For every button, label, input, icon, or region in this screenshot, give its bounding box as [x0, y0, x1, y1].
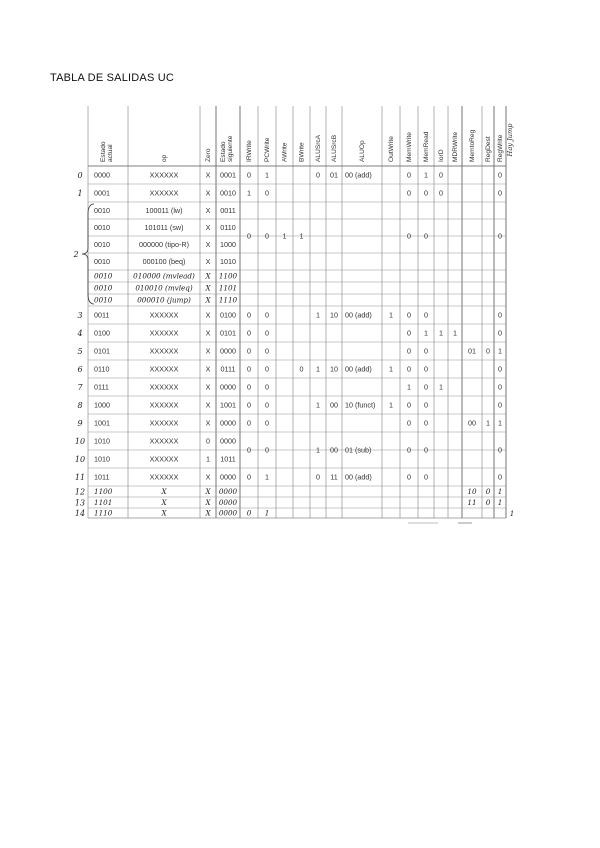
- table-cell: 11: [467, 498, 477, 507]
- column-header: actual: [107, 144, 114, 162]
- merged-cell: 0: [265, 445, 269, 455]
- column-header: ALUOp: [359, 140, 366, 162]
- column-header: MDRWrite: [452, 131, 459, 162]
- table-cell: 0: [424, 400, 428, 410]
- table-cell: 0: [265, 310, 269, 320]
- table-cell: 01: [468, 346, 476, 356]
- table-cell: X: [205, 206, 211, 215]
- table-cell: 0: [498, 170, 502, 180]
- table-cell: 1: [389, 400, 393, 410]
- table-cell: 0: [265, 382, 269, 392]
- merged-cell: 01 (sub): [345, 445, 372, 455]
- table-cell: 000100 (beq): [142, 257, 186, 266]
- state-number: 4: [77, 329, 83, 338]
- table-cell: 0: [265, 364, 269, 374]
- merged-cell: 0: [407, 231, 411, 241]
- column-header: AWrite: [281, 142, 289, 162]
- jump-mark: 1: [509, 509, 515, 518]
- table-cell: 1: [316, 364, 320, 374]
- table-cell: 0: [424, 382, 428, 392]
- table-cell: 000010 (jump): [137, 295, 191, 305]
- table-cell: X: [205, 382, 211, 392]
- table-cell: 1: [247, 188, 251, 198]
- state-number: 5: [77, 347, 83, 356]
- table-cell: 0: [247, 418, 251, 428]
- table-cell: 1: [439, 382, 443, 392]
- table-cell: XXXXXX: [149, 328, 179, 338]
- table-cell: 1: [265, 472, 269, 482]
- merged-cell: 0: [498, 445, 502, 455]
- table-cell: X: [205, 170, 211, 180]
- table-cell: XXXXXX: [149, 364, 179, 374]
- table-cell: X: [205, 498, 211, 507]
- table-cell: 0: [486, 346, 490, 356]
- table-cell: 0101: [94, 346, 110, 356]
- table-cell: 0: [265, 400, 269, 410]
- table-cell: X: [205, 418, 211, 428]
- table-cell: 0: [265, 188, 269, 198]
- table-cell: X: [205, 188, 211, 198]
- table-cell: 1: [316, 310, 320, 320]
- table-cell: 010010 (mvleq): [135, 283, 193, 293]
- table-cell: X: [205, 346, 211, 356]
- state-number: 14: [74, 509, 86, 518]
- extra-column-header: Hay Jump: [506, 123, 514, 157]
- table-cell: 0010: [94, 223, 110, 232]
- table-cell: 1: [407, 382, 411, 392]
- table-cell: 1: [264, 508, 270, 518]
- table-cell: 0: [498, 382, 502, 392]
- table-cell: 0100: [94, 328, 110, 338]
- table-cell: X: [205, 240, 211, 249]
- table-cell: 1: [497, 487, 503, 496]
- table-cell: 01: [330, 170, 338, 180]
- table-cell: 0011: [220, 206, 236, 215]
- table-cell: X: [205, 310, 211, 320]
- table-cell: 100011 (lw): [145, 206, 183, 215]
- table-cell: 1: [498, 346, 502, 356]
- table-cell: 0: [299, 364, 304, 374]
- table-cell: 0: [407, 188, 411, 198]
- table-cell: 1: [453, 328, 457, 338]
- table-cell: 0: [316, 472, 320, 482]
- table-cell: 0: [424, 472, 428, 482]
- merged-cell: 00: [330, 445, 338, 455]
- column-header: Estado: [100, 141, 107, 162]
- table-cell: 1001: [220, 400, 236, 410]
- table-cell: 0: [247, 346, 251, 356]
- state-number: 1: [77, 189, 83, 198]
- table-cell: 1110: [94, 508, 113, 518]
- state-number: 13: [74, 498, 86, 508]
- table-cell: 0: [247, 382, 251, 392]
- merged-cell: 0: [247, 231, 251, 241]
- table-cell: 0: [206, 436, 210, 446]
- table-cell: 0: [498, 188, 502, 198]
- table-cell: 0: [485, 487, 491, 496]
- table-cell: 0: [247, 310, 251, 320]
- table-cell: 0: [265, 328, 269, 338]
- table-cell: 0001: [220, 170, 236, 180]
- table-cell: 0: [247, 472, 251, 482]
- column-header: IorD: [438, 149, 445, 162]
- state-number: 2: [73, 250, 79, 259]
- table-cell: 0: [407, 418, 411, 428]
- table-cell: 0010: [94, 295, 113, 305]
- merged-cell: 0: [424, 231, 428, 241]
- table-cell: 1: [265, 170, 269, 180]
- merged-cell: 0: [407, 445, 411, 455]
- table-cell: 1101: [218, 283, 238, 293]
- table-cell: 00: [330, 400, 338, 410]
- table-cell: 0: [498, 328, 502, 338]
- column-header: Zero: [205, 148, 212, 162]
- table-cell: 0000: [220, 472, 236, 482]
- table-cell: 10: [467, 487, 477, 496]
- table-cell: 11: [330, 472, 338, 482]
- table-cell: 1110: [218, 295, 238, 305]
- table-cell: X: [205, 364, 211, 374]
- table-cell: 0000: [218, 498, 238, 507]
- merged-cell: 1: [299, 231, 304, 241]
- table-cell: 1000: [94, 400, 110, 410]
- column-header: siguiente: [227, 135, 234, 162]
- table-cell: 0111: [220, 364, 236, 374]
- table-cell: 0: [424, 364, 428, 374]
- table-cell: 0010: [220, 188, 236, 198]
- table-cell: 1: [424, 328, 428, 338]
- table-cell: 0000: [94, 170, 110, 180]
- table-cell: 1: [206, 454, 210, 464]
- table-cell: 00 (add): [345, 170, 372, 180]
- column-header: BWrite: [298, 142, 306, 162]
- table-cell: 010000 (mvlead): [133, 271, 195, 281]
- table-cell: 0: [407, 170, 411, 180]
- table-cell: 0010: [94, 257, 110, 266]
- table-cell: 0000: [218, 508, 238, 518]
- table-cell: 0: [407, 328, 411, 338]
- table-cell: 00 (add): [345, 364, 372, 374]
- table-cell: 0: [439, 170, 443, 180]
- table-cell: 1011: [220, 454, 236, 464]
- table-cell: 1001: [94, 418, 110, 428]
- table-cell: X: [205, 257, 211, 266]
- table-cell: 00 (add): [345, 310, 372, 320]
- state-number: 8: [77, 401, 83, 410]
- table-cell: 1: [498, 418, 502, 428]
- state-number: 11: [74, 473, 86, 482]
- table-cell: XXXXXX: [149, 436, 179, 446]
- table-cell: 10: [330, 364, 338, 374]
- table-cell: XXXXXX: [149, 418, 179, 428]
- table-cell: X: [205, 487, 211, 496]
- column-header: ALUSrcB: [331, 134, 338, 162]
- merged-cell: 0: [498, 231, 502, 241]
- state-number: 6: [77, 365, 83, 374]
- table-cell: 10 (funct): [345, 400, 376, 410]
- column-header: RegDest: [485, 136, 492, 162]
- table-cell: XXXXXX: [149, 346, 179, 356]
- table-cell: X: [161, 498, 167, 507]
- table-cell: 0: [498, 400, 502, 410]
- table-cell: 0: [485, 498, 491, 507]
- table-cell: XXXXXX: [149, 382, 179, 392]
- table-cell: 0: [424, 346, 428, 356]
- table-cell: 10: [330, 310, 338, 320]
- table-cell: 0: [247, 364, 251, 374]
- table-cell: 1: [424, 170, 428, 180]
- table-cell: 1: [439, 328, 443, 338]
- table-cell: 0: [498, 364, 502, 374]
- table-cell: 0: [498, 310, 502, 320]
- merged-cell: 0: [424, 445, 428, 455]
- column-header: MemRead: [423, 131, 430, 162]
- table-cell: 0000: [218, 487, 238, 496]
- table-cell: X: [205, 508, 211, 518]
- table-cell: 0110: [94, 364, 110, 374]
- table-cell: XXXXXX: [149, 170, 179, 180]
- table-cell: 0000: [220, 436, 236, 446]
- page-title: TABLA DE SALIDAS UC: [50, 72, 175, 84]
- state-number: 10: [74, 437, 86, 446]
- table-cell: X: [205, 400, 211, 410]
- table-cell: X: [205, 472, 211, 482]
- table-cell: X: [205, 283, 211, 293]
- table-cell: X: [161, 487, 167, 496]
- merged-cell: 0: [265, 231, 269, 241]
- table-cell: 1100: [94, 487, 113, 496]
- table-cell: 0010: [94, 283, 113, 293]
- table-cell: 00: [468, 418, 476, 428]
- table-cell: 0011: [94, 310, 110, 320]
- table-cell: XXXXXX: [149, 400, 179, 410]
- table-cell: 1100: [218, 271, 238, 281]
- column-header: OutWrite: [388, 136, 395, 162]
- table-cell: XXXXXX: [149, 472, 179, 482]
- table-cell: 0: [498, 472, 502, 482]
- state-number: 12: [74, 487, 86, 497]
- merged-cell: 1: [282, 231, 287, 241]
- table-cell: X: [161, 508, 167, 518]
- table-cell: 0000: [220, 346, 236, 356]
- table-cell: 1010: [220, 257, 236, 266]
- table-cell: 1010: [94, 454, 110, 464]
- table-cell: 00 (add): [345, 472, 372, 482]
- table-cell: 000000 (tipo-R): [139, 240, 189, 249]
- column-header: op: [161, 154, 168, 162]
- table-cell: 0: [247, 328, 251, 338]
- scan-artifact: [458, 522, 472, 524]
- table-cell: 0: [265, 346, 269, 356]
- column-header: PCWrite: [264, 137, 271, 162]
- table-cell: 0100: [220, 310, 236, 320]
- table-cell: 0: [316, 170, 320, 180]
- table-cell: 0: [407, 310, 411, 320]
- table-cell: 1: [497, 498, 503, 507]
- column-header: IRWrite: [246, 140, 253, 162]
- table-cell: X: [205, 271, 211, 281]
- table-cell: XXXXXX: [149, 454, 179, 464]
- table-cell: 0: [407, 400, 411, 410]
- table-cell: 1011: [94, 472, 110, 482]
- table-cell: 0: [439, 188, 443, 198]
- state-number: 0: [77, 171, 83, 180]
- table-cell: 0: [265, 418, 269, 428]
- table-cell: 0: [247, 170, 251, 180]
- column-header: MemWrite: [406, 132, 413, 162]
- table-cell: X: [205, 223, 211, 232]
- table-cell: X: [205, 295, 211, 305]
- table-cell: 0101: [220, 328, 236, 338]
- table-cell: 1000: [220, 240, 236, 249]
- table-cell: 0: [246, 508, 252, 518]
- table-cell: 0110: [220, 223, 236, 232]
- table-cell: XXXXXX: [149, 310, 179, 320]
- table-cell: 0: [407, 346, 411, 356]
- table-cell: 1: [486, 418, 490, 428]
- state-number: 9: [77, 419, 83, 428]
- table-cell: 0: [407, 472, 411, 482]
- table-cell: 0001: [94, 188, 110, 198]
- table-cell: 0010: [94, 206, 110, 215]
- table-cell: 1: [389, 364, 393, 374]
- table-cell: 0010: [94, 271, 113, 281]
- table-cell: 0000: [220, 418, 236, 428]
- table-cell: 0010: [94, 240, 110, 249]
- state-number: 7: [77, 383, 83, 392]
- table-cell: X: [205, 328, 211, 338]
- table-cell: 0000: [220, 382, 236, 392]
- table-cell: 1: [389, 310, 393, 320]
- table-cell: 0: [424, 418, 428, 428]
- table-graphic: [73, 104, 518, 518]
- column-header: MemtoReg: [469, 129, 476, 162]
- column-header: RegWrite: [497, 134, 504, 162]
- control-unit-output-table: [73, 104, 518, 518]
- merged-cell: 0: [247, 445, 251, 455]
- table-cell: 1010: [94, 436, 110, 446]
- state-number: 3: [77, 311, 83, 320]
- column-header: Estado: [220, 141, 227, 162]
- column-header: ALUSrcA: [315, 134, 322, 162]
- table-cell: 1101: [94, 498, 113, 507]
- table-cell: 0: [424, 188, 428, 198]
- scan-artifact: [408, 522, 438, 524]
- table-cell: 101011 (sw): [144, 223, 184, 232]
- table-cell: 0111: [94, 382, 109, 392]
- table-cell: XXXXXX: [149, 188, 179, 198]
- table-cell: 0: [424, 310, 428, 320]
- table-cell: 0: [407, 364, 411, 374]
- table-cell: 0: [247, 400, 251, 410]
- state-number: 10: [74, 455, 86, 464]
- merged-cell: 1: [316, 445, 320, 455]
- table-cell: 1: [316, 400, 320, 410]
